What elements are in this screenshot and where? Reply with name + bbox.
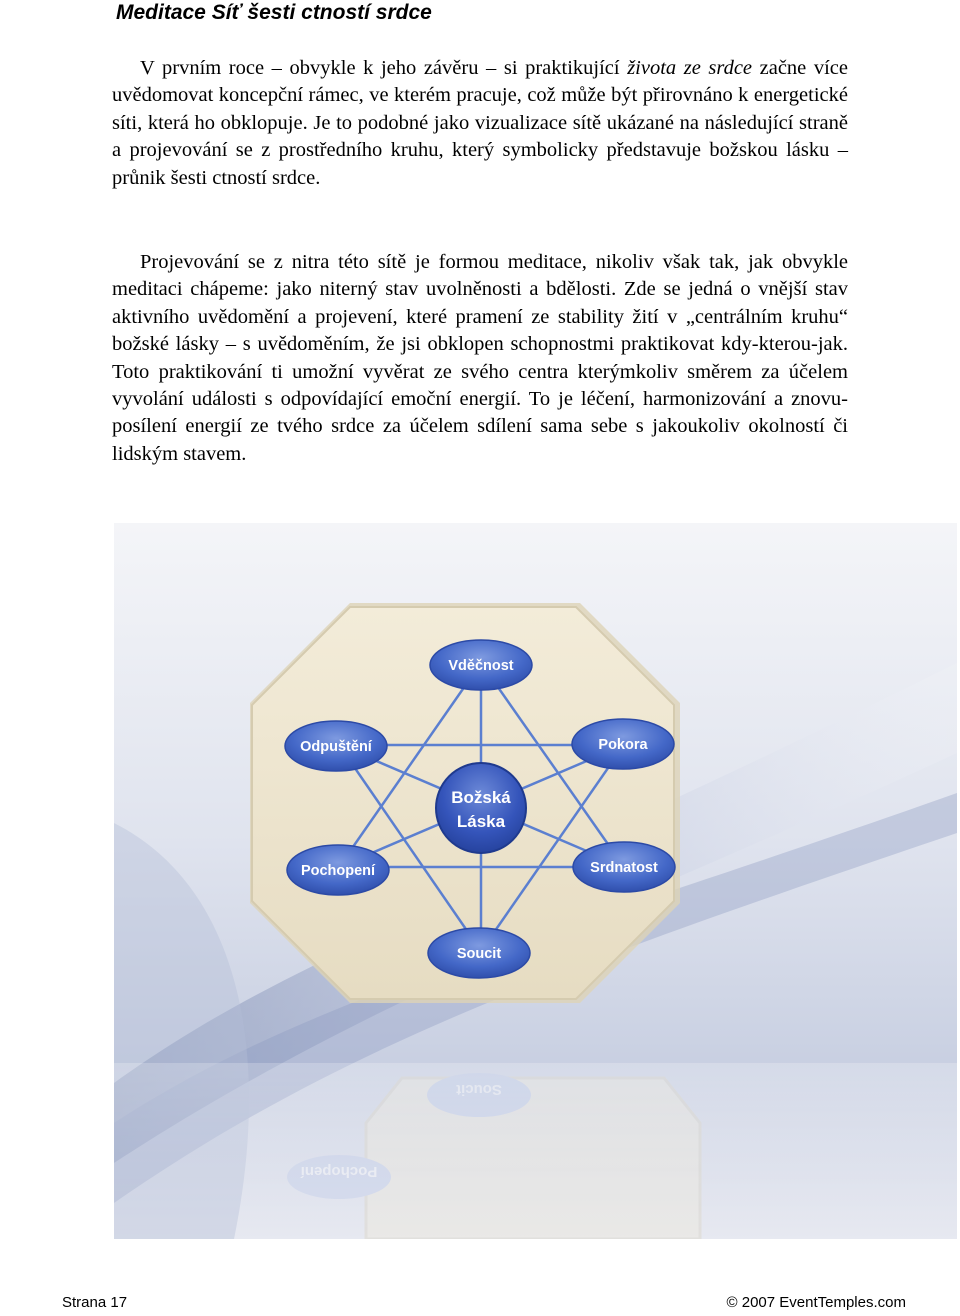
node-srdnatost-label: Srdnatost (590, 860, 658, 876)
node-soucit (428, 928, 530, 978)
paragraph-1 (112, 55, 848, 192)
node-odpusteni-label: Odpuštění (300, 739, 372, 755)
paragraph-1-part-b: začne více uvědomovat koncepční rámec, ve kterém pracuje, což může být přirovnáno k energetické síti, která ho obklopuje. Je to podobné jako vizualizace sítě ukázané na následující straně a projevování se z prostředního kruhu, který symbolicky představuje božskou lásku – průnik šesti ctností srdce. (112, 57, 848, 189)
page-title: Meditace Síť šesti ctností srdce (116, 1, 432, 24)
node-vdecnost (430, 640, 532, 690)
paragraph-1-part-a: V prvním roce – obvykle k jeho závěru – si praktikující (140, 57, 628, 79)
reflection-pochopeni-label: Pochopení (300, 1163, 378, 1180)
node-srdnatost (573, 842, 675, 892)
node-pokora-label: Pokora (598, 737, 648, 753)
virtue-web-diagram (114, 523, 957, 1239)
node-vdecnost-label: Vděčnost (448, 658, 514, 674)
center-label-line1: Božská (451, 788, 511, 807)
node-soucit-label: Soucit (456, 946, 502, 962)
node-pochopeni (287, 845, 389, 895)
node-pochopeni-label: Pochopení (300, 863, 376, 879)
paragraph-1-emphasis: života ze srdce (627, 57, 753, 79)
node-odpusteni (285, 721, 387, 771)
copyright: © 2007 EventTemples.com (726, 1294, 906, 1311)
page-number: Strana 17 (62, 1294, 128, 1311)
paragraph-2: Projevování se z nitra této sítě je formou meditace, nikoliv však tak, jak obvykle meditaci chápeme: jako niterný stav uvolněnosti a bdělosti. Zde se jedná o vnější stav aktivního uvědomění a projevení, které pramení ze stability žití v „centrálním kruhu“ božské lásky – s uvědoměním, že jsi obklopen schopnostmi praktikovat kdy-kterou-jak. Toto praktikování ti umožní vyvěrat ze svého centra kterýmkoliv směrem za účelem vyvolání události s odpovídající emoční energií. To je léčení, harmonizování a znovu-posílení energií ze tvého srdce za účelem sdílení sama sebe s jakoukoliv okolností či lidským stavem. (112, 251, 848, 465)
reflection-soucit-label: Soucit (456, 1081, 502, 1098)
node-pokora (572, 719, 674, 769)
center-label-line2: Láska (456, 812, 506, 831)
center-bozska-laska (436, 763, 526, 853)
